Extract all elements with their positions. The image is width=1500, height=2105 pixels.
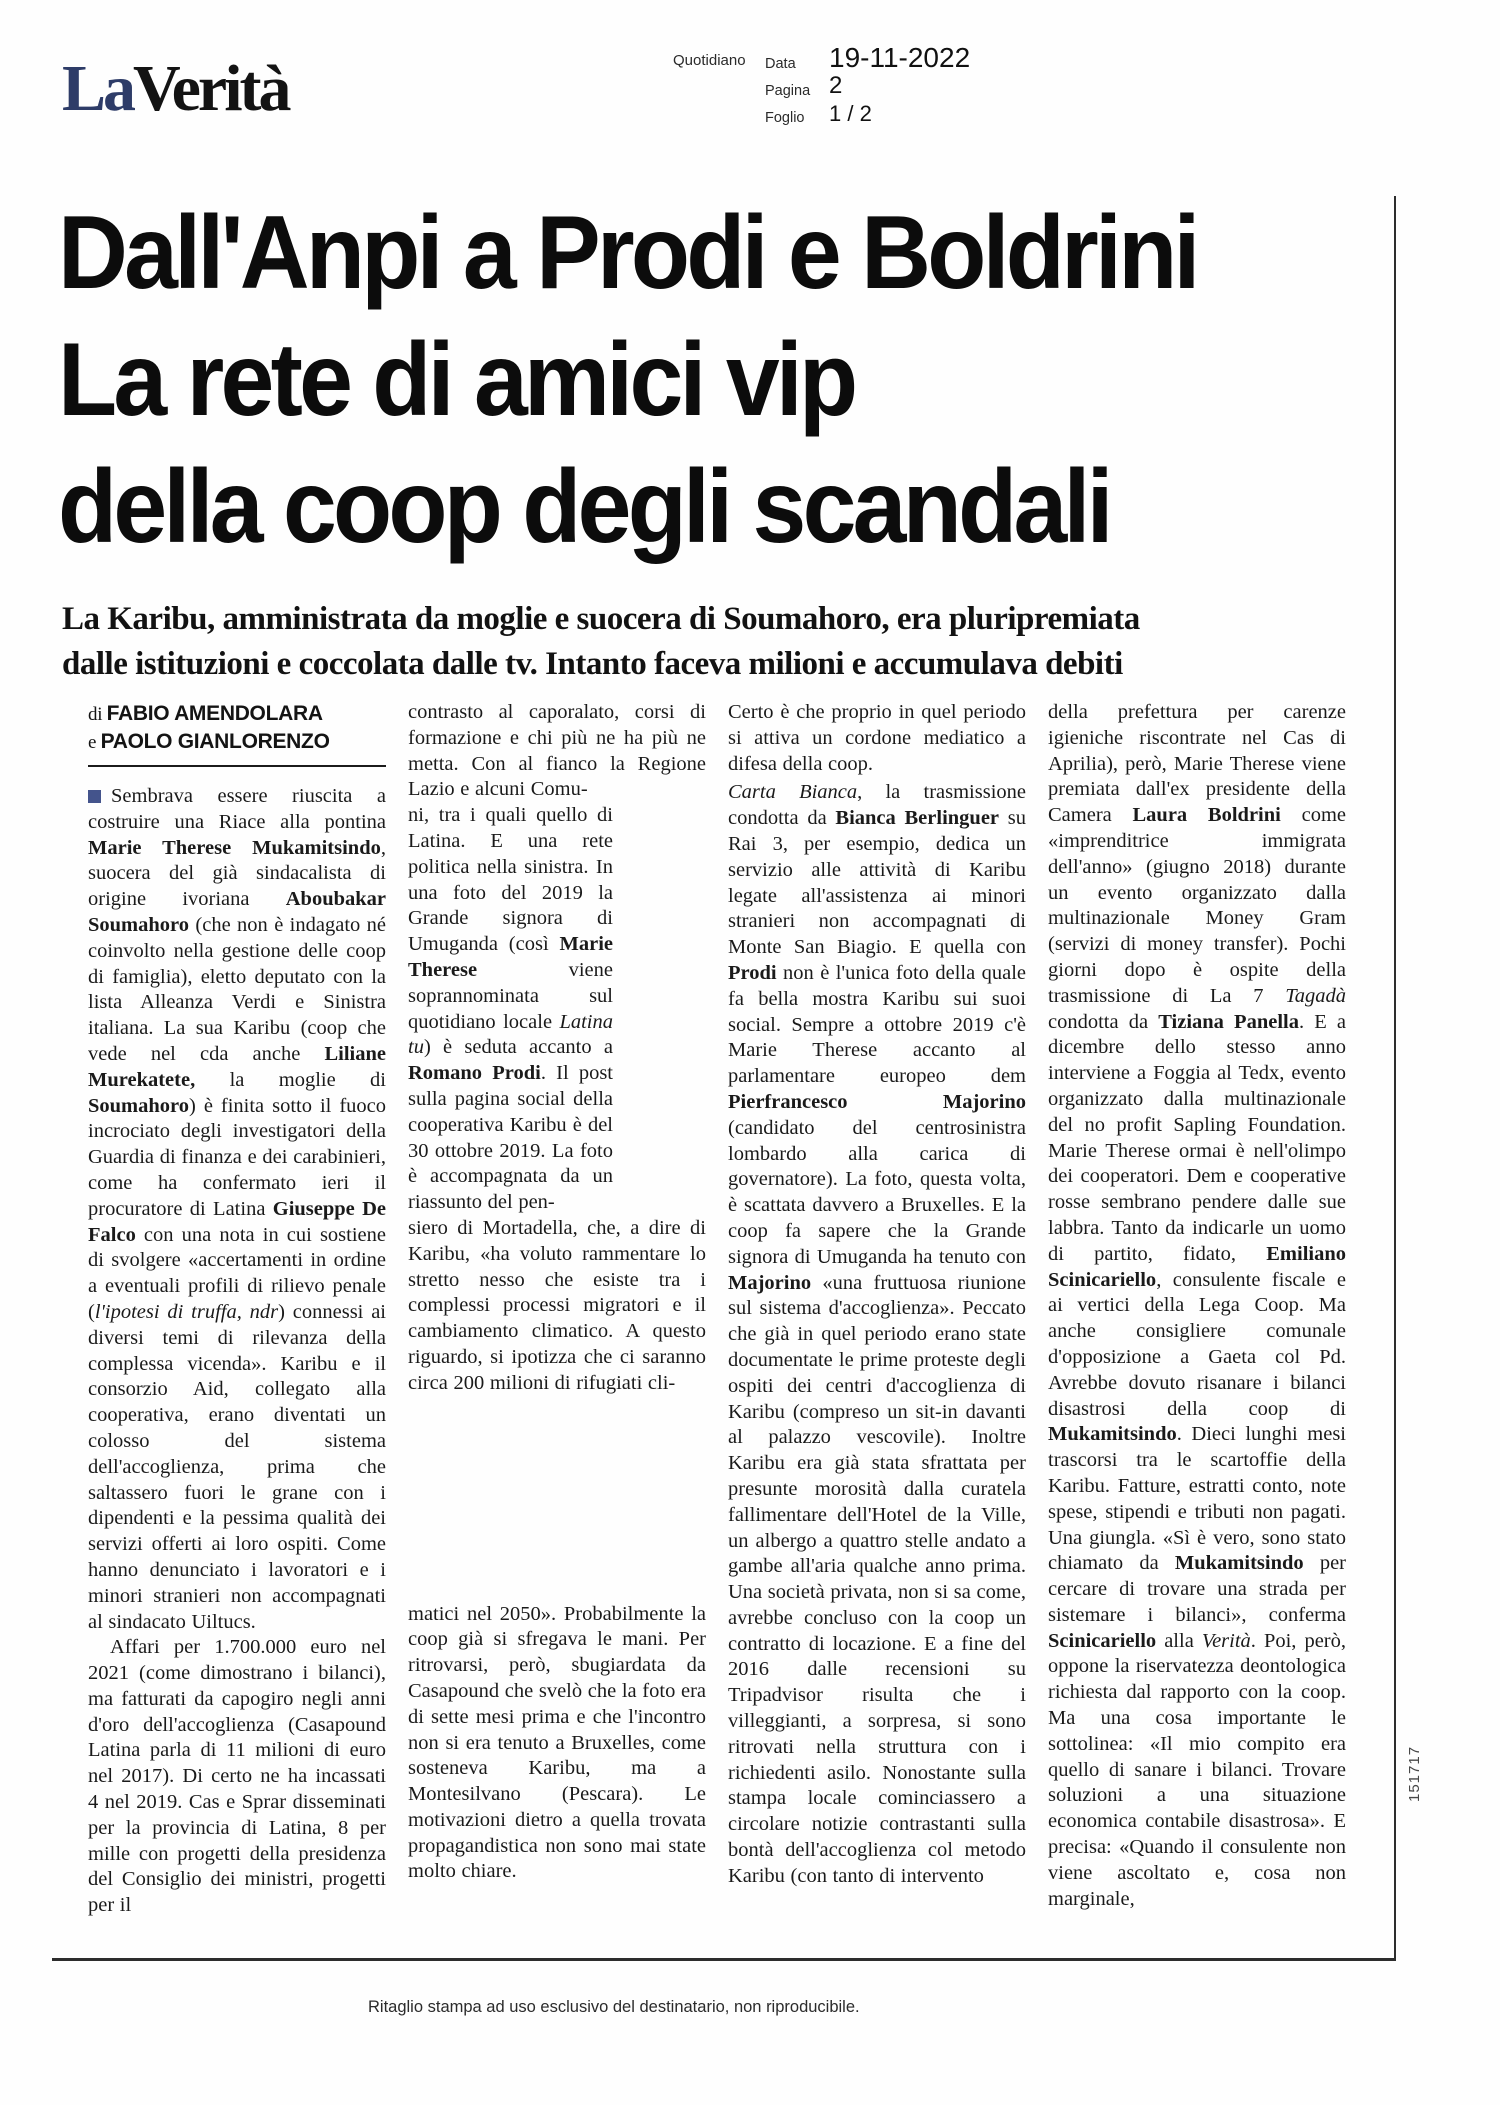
byline-author-1: FABIO AMENDOLARA bbox=[106, 702, 323, 725]
laverita-masthead-logo bbox=[62, 52, 289, 125]
headline bbox=[58, 190, 1397, 571]
paragraph bbox=[408, 700, 706, 803]
paragraph-text: della prefettura per carenze igieniche riscontrate nel Cas di Aprilia), però, Marie Therese viene premiata dall'ex presidente della Camera Laura Boldrini come «imprenditrice immigrata dell'anno» (giugno 2018) durante un evento organizzato dalla multinazionale Money Gram (servizi di money transfer). Pochi giorni dopo è ospite della trasmissione di La 7 Tagadà condotta da Tiziana Panella. E a dicembre dello stesso anno interviene a Foggia al Tedx, evento organizzato dalla multinazionale del no profit Sapling Foundation. Marie Therese ormai è nell'olimpo dei cooperatori. Dem e cooperative rosse sembrano pendere dalle sue labbra. Tanto da indicarle un uomo di partito, fidato, Emiliano Scinicariello, consulente fiscale e ai vertici della Lega Coop. Ma anche consigliere comunale d'opposizione a Gaeta col Pd. Avrebbe dovuto risanare i bilanci disastrosi della coop di Mukamitsindo. Dieci lunghi mesi trascorsi tra le scartoffie della Karibu. Fatture, estratti conto, note spese, stipendi e tributi non pagati. Una giungla. «Sì è vero, sono stato chiamato da Mukamitsindo per cercare di trovare una strada per sistemare i bilanci», conferma Scinicariello alla Verità. Poi, però, oppone la riservatezza deontologica richiesta dal rapporto con la coop. Ma una cosa importante le sottolinea: «Il mio compito era quello di sanare i bilanci. Trovare soluzioni a una situazione economica contabile disastrosa». E precisa: «Quando il consulente non viene ascoltato e, cosa non marginale, bbox=[1048, 701, 1346, 1910]
paragraph-text: matici nel 2050». Probabilmente la coop già si sfregava le mani. Per ritrovarsi, però, sbugiardata da Casapound che svelò che la foto era di sette mesi prima e che l'incontro non si era tenuto a Bruxelles, come sosteneva Karibu, ma a Montesilvano (Pescara). Le motivazioni dietro a quella trovata propagandistica non sono mai state molto chiare. bbox=[408, 1602, 706, 1883]
paragraph-text: Affari per 1.700.000 euro nel 2021 (come dimostrano i bilanci), ma fatturati da capogiro negli anni d'oro dell'accoglienza (Casapound Latina parla di 11 milioni di euro nel 2017). Di certo ne ha incassati 4 nel 2019. Cas e Sprar disseminati per la provincia di Latina, 8 per mille con progetti della presidenza del Consiglio dei ministri, progetti per il bbox=[88, 1636, 386, 1917]
pagina-label: Pagina bbox=[765, 83, 811, 99]
article-bottom-rule bbox=[52, 1958, 1396, 1961]
paragraph bbox=[88, 1635, 386, 1919]
headline-line-2: La rete di amici vip bbox=[58, 322, 855, 438]
byline-line-2 bbox=[88, 728, 386, 756]
paragraph-text: Sembrava essere riuscita a costruire una Riace alla pontina Marie Therese Mukamitsindo, suocera del già sindacalista di origine ivoriana Aboubakar Soumahoro (che non è indagato né coinvolto nella gestione delle coop di famiglia), eletto deputato con la lista Alleanza Verdi e Sinistra italiana. La sua Karibu (coop che vede nel cda anche Liliane Murekatete, la moglie di Soumahoro) è finita sotto il fuoco incrociato degli investigatori della Guardia di finanza e dei carabinieri, come ha confermato ieri il procuratore di Latina Giuseppe De Falco con una nota in cui sostiene di svolgere «accertamenti in ordine a eventuali profili di rilievo penale (l'ipotesi di truffa, ndr) connessi ai diversi temi di rilevanza della complessa vicenda». Karibu e il consorzio Aid, collegato alla cooperativa, erano diventati un colosso del sistema dell'accoglienza, prima che saltassero fuori le grane con i dipendenti e la pessima qualità dei servizi offerti ai loro ospiti. Come hanno denunciato i lavoratori e i minori stranieri non accompagnati al sindacato Uiltucs. bbox=[88, 785, 386, 1633]
paragraph-text: contrasto al caporalato, corsi di formazione e chi più ne ha più ne metta. Con al fianco la Regione Lazio e alcuni Comu- bbox=[408, 701, 706, 801]
standfirst-line-2: dalle istituzioni e coccolata dalle tv. Intanto faceva milioni e accumulava debiti bbox=[62, 646, 1123, 682]
paragraph-narrow-wrap bbox=[408, 803, 613, 1216]
quotidiano-label: Quotidiano bbox=[673, 52, 746, 69]
byline bbox=[88, 700, 386, 767]
logo-la: La bbox=[62, 52, 134, 125]
lead-square-bullet-icon bbox=[88, 790, 101, 803]
column-4 bbox=[1048, 700, 1346, 1956]
pagina-value: 2 bbox=[829, 72, 843, 99]
paragraph bbox=[408, 1216, 706, 1397]
paragraph bbox=[728, 700, 1026, 777]
paragraph-text: ni, tra i quali quello di Latina. E una rete politica nella sinistra. In una foto del 2019 la Grande signora di Umuganda (così Marie Therese viene soprannominata sul quotidiano locale Latina tu) è seduta accanto a Romano Prodi. Il post sulla pagina social della cooperativa Karibu è del 30 ottobre 2019. La foto è accompagnata da un riassunto del pen- bbox=[408, 804, 613, 1214]
byline-prefix: e bbox=[88, 732, 101, 753]
paragraph bbox=[88, 784, 386, 1635]
headline-line-3: della coop degli scandali bbox=[58, 449, 1110, 565]
column-1 bbox=[88, 700, 386, 1956]
standfirst bbox=[62, 597, 1432, 687]
removed-photo-gap bbox=[408, 1397, 706, 1602]
data-value: 19-11-2022 bbox=[829, 42, 971, 73]
foglio-label: Foglio bbox=[765, 110, 805, 126]
paragraph bbox=[728, 780, 1026, 1889]
headline-line-1: Dall'Anpi a Prodi e Boldrini bbox=[58, 195, 1197, 311]
article-body bbox=[88, 700, 1346, 1956]
paragraph bbox=[1048, 700, 1346, 1912]
clip-code-vertical: 151717 bbox=[1406, 1745, 1423, 1802]
logo-verita: Verità bbox=[133, 52, 289, 125]
byline-author-2: PAOLO GIANLORENZO bbox=[100, 730, 330, 753]
foglio-value: 1 / 2 bbox=[829, 101, 872, 126]
paragraph-text: siero di Mortadella, che, a dire di Karibu, «ha voluto rammentare lo stretto nesso che esiste tra i complessi processi migratori e il cambiamento climatico. A questo riguardo, si ipotizza che ci saranno circa 200 milioni di rifugiati cli- bbox=[408, 1216, 706, 1394]
byline-line-1 bbox=[88, 700, 386, 728]
column-3 bbox=[728, 700, 1026, 1956]
paragraph-text: Carta Bianca, la trasmissione condotta da Bianca Berlinguer su Rai 3, per esempio, dedica un servizio alle attività di Karibu legate all'assistenza ai minori stranieri non accompagnati di Monte San Biagio. E quella con Prodi non è l'unica foto della quale fa bella mostra Karibu sui suoi social. Sempre a ottobre 2019 c'è Marie Therese accanto al parlamentare europeo dem Pierfrancesco Majorino (candidato del centrosinistra lombardo alla carica di governatore). La foto, questa volta, è scattata davvero a Bruxelles. E la coop fa sapere che la Grande signora di Umuganda ha tenuto con Majorino «una fruttuosa riunione sul sistema d'accoglienza». Peccato che già in quel periodo erano state documentate le prime proteste degli ospiti dei centri d'accoglienza di Karibu (compreso un sit-in davanti al palazzo vescovile). Inoltre Karibu era già stata sfrattata per presunte morosità dalla curatela fallimentare dell'Hotel de la Ville, un albergo a quattro stelle andato a gambe all'aria qualche anno prima. Una società privata, non si sa come, avrebbe concluso con la coop un contratto di locazione. E a fine del 2016 dalle recensioni su Tripadvisor risulta che i villeggianti, a sorpresa, si sono ritrovati nella struttura con i richiedenti asilo. Nonostante sulla stampa locale cominciassero a circolare notizie contrastanti sulla bontà dell'accoglienza col metodo Karibu (con tanto di intervento bbox=[728, 781, 1026, 1887]
article-right-rule bbox=[1394, 196, 1396, 1960]
column-2 bbox=[408, 700, 706, 1956]
paragraph bbox=[408, 1602, 706, 1886]
standfirst-line-1: La Karibu, amministrata da moglie e suocera di Soumahoro, era pluripremiata bbox=[62, 601, 1140, 637]
byline-prefix: di bbox=[88, 704, 107, 725]
paragraph-text: Certo è che proprio in quel periodo si attiva un cordone mediatico a difesa della coop. bbox=[728, 701, 1026, 775]
data-label: Data bbox=[765, 56, 796, 72]
footer-disclaimer: Ritaglio stampa ad uso esclusivo del destinatario, non riproducibile. bbox=[368, 1998, 860, 2016]
